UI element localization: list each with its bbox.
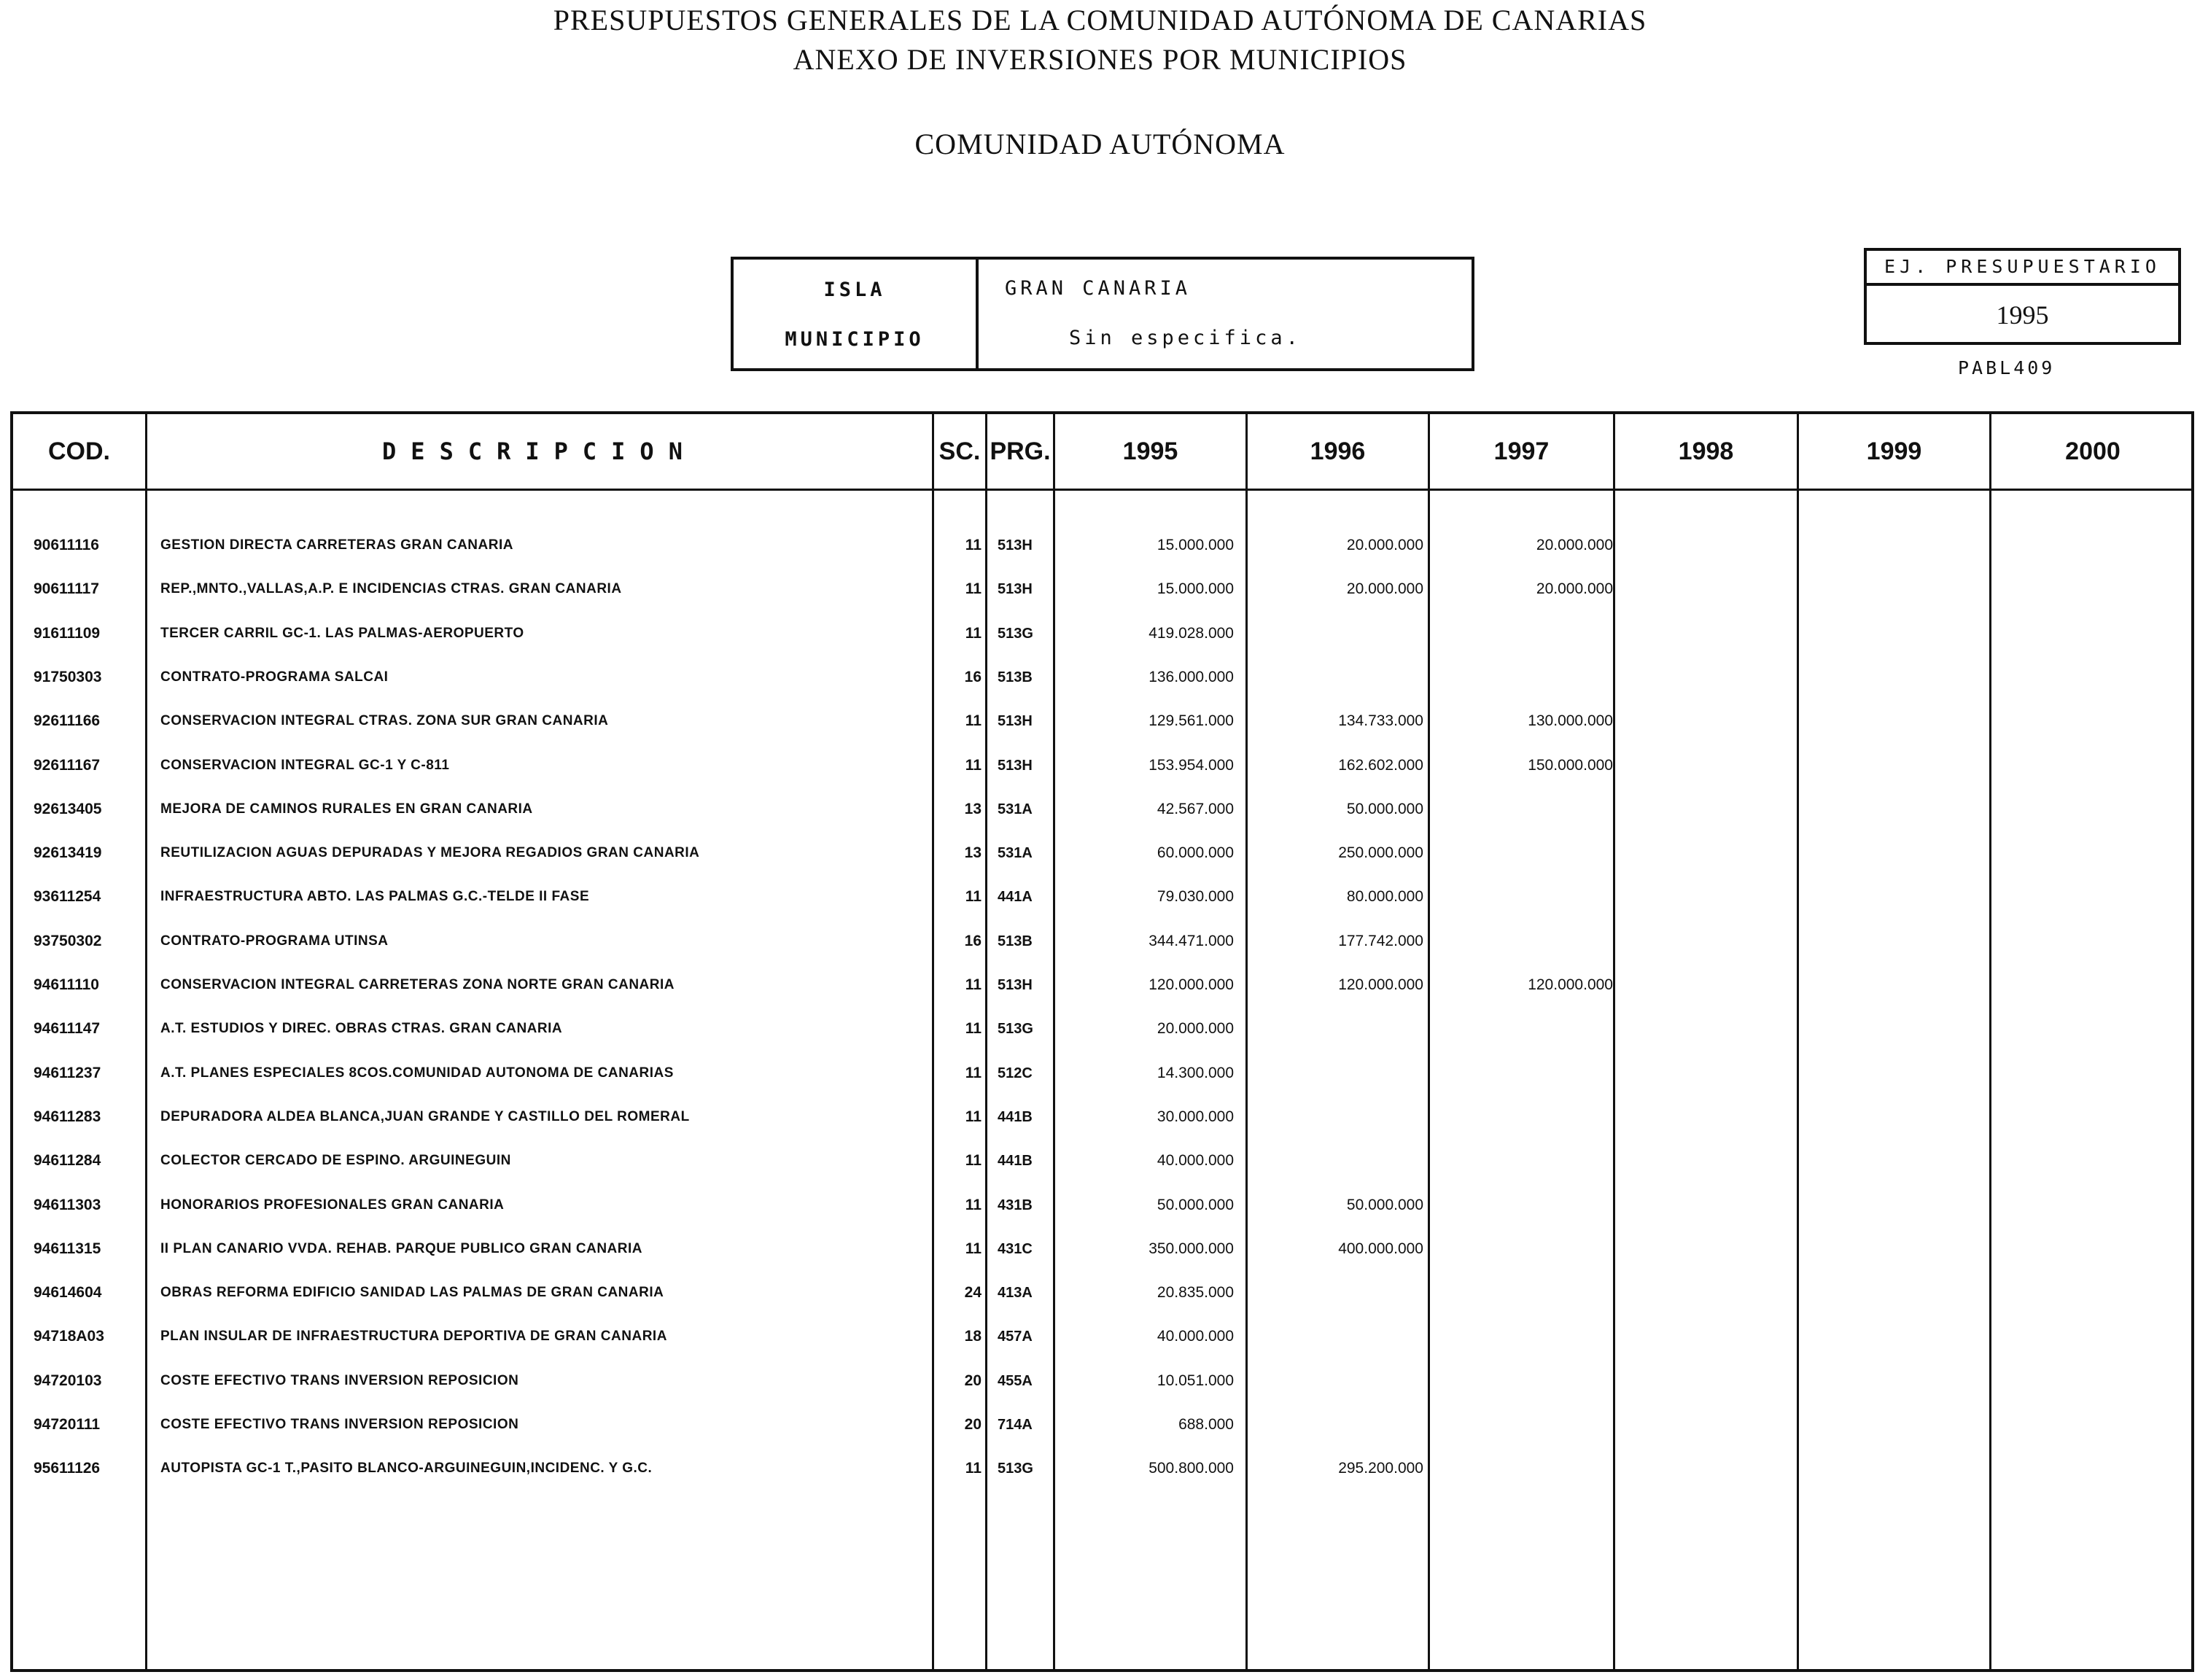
row-amount-1995: 350.000.000	[1148, 1240, 1234, 1257]
row-description: REUTILIZACION AGUAS DEPURADAS Y MEJORA REGADIOS GRAN CANARIA	[160, 845, 700, 860]
row-amount-1995: 688.000	[1178, 1416, 1234, 1433]
row-sc: 13	[964, 844, 982, 861]
row-prg: 513G	[998, 626, 1033, 642]
row-amount-1995: 50.000.000	[1157, 1197, 1234, 1213]
row-code: 94611147	[34, 1020, 101, 1037]
row-prg: 513G	[998, 1461, 1033, 1477]
table-row	[13, 575, 2191, 604]
table-row	[13, 971, 2191, 1000]
table-row	[13, 1322, 2191, 1351]
row-description: CONSERVACION INTEGRAL GC-1 Y C-811	[160, 758, 450, 773]
row-sc: 20	[964, 1372, 982, 1389]
row-code: 94718A03	[34, 1328, 104, 1345]
row-sc: 11	[965, 976, 982, 993]
row-sc: 16	[964, 933, 982, 949]
row-description: REP.,MNTO.,VALLAS,A.P. E INCIDENCIAS CTRAS. GRAN CANARIA	[160, 581, 622, 596]
table-row	[13, 707, 2191, 736]
row-amount-1995: 20.835.000	[1157, 1284, 1234, 1301]
row-description: CONSERVACION INTEGRAL CARRETERAS ZONA NORTE GRAN CANARIA	[160, 977, 675, 992]
row-code: 94720103	[34, 1372, 102, 1389]
row-amount-1996: 250.000.000	[1338, 844, 1423, 861]
isla-label: ISLA	[823, 279, 886, 301]
row-amount-1995: 42.567.000	[1157, 801, 1234, 817]
row-amount-1995: 419.028.000	[1148, 625, 1234, 642]
investments-table	[10, 411, 2194, 1672]
row-prg: 513H	[998, 581, 1033, 597]
row-prg: 513H	[998, 977, 1033, 993]
row-description: COSTE EFECTIVO TRANS INVERSION REPOSICION	[160, 1417, 519, 1432]
row-sc: 11	[965, 1240, 982, 1257]
row-code: 94611303	[34, 1197, 101, 1213]
row-code: 94611315	[34, 1240, 101, 1257]
table-row	[13, 1102, 2191, 1132]
column-header-sc: SC.	[938, 438, 981, 465]
table-row	[13, 663, 2191, 692]
row-prg: 513H	[998, 537, 1033, 553]
location-divider	[976, 260, 979, 368]
table-row	[13, 1410, 2191, 1439]
row-amount-1995: 14.300.000	[1157, 1065, 1234, 1081]
row-amount-1995: 60.000.000	[1157, 844, 1234, 861]
location-box	[731, 257, 1474, 371]
row-sc: 11	[965, 712, 982, 729]
row-amount-1995: 15.000.000	[1157, 537, 1234, 553]
column-header-1997: 1997	[1493, 438, 1550, 465]
municipio-value: Sin especifica.	[1069, 327, 1302, 349]
row-amount-1995: 153.954.000	[1148, 757, 1234, 774]
row-prg: 441A	[998, 889, 1033, 905]
table-row	[13, 1454, 2191, 1483]
row-amount-1996: 50.000.000	[1346, 801, 1423, 817]
row-description: PLAN INSULAR DE INFRAESTRUCTURA DEPORTIVA DE GRAN CANARIA	[160, 1329, 667, 1344]
row-sc: 11	[965, 757, 982, 774]
header-divider	[13, 489, 2191, 491]
row-amount-1996: 177.742.000	[1338, 933, 1423, 949]
row-sc: 11	[965, 1020, 982, 1037]
row-sc: 11	[965, 537, 982, 553]
row-description: CONSERVACION INTEGRAL CTRAS. ZONA SUR GRAN CANARIA	[160, 713, 609, 728]
row-amount-1995: 500.800.000	[1148, 1460, 1234, 1477]
row-amount-1997: 130.000.000	[1528, 712, 1613, 729]
row-prg: 431C	[998, 1241, 1033, 1257]
column-header-prg: PRG.	[990, 438, 1051, 465]
row-code: 93611254	[34, 888, 101, 905]
row-sc: 24	[964, 1284, 982, 1301]
table-row	[13, 531, 2191, 560]
document-subtitle: ANEXO DE INVERSIONES POR MUNICIPIOS	[793, 43, 1407, 76]
row-prg: 513B	[998, 933, 1033, 949]
row-description: CONTRATO-PROGRAMA UTINSA	[160, 933, 389, 949]
row-amount-1995: 30.000.000	[1157, 1108, 1234, 1125]
column-header-cod: COD.	[48, 438, 110, 465]
budget-year-box	[1864, 248, 2181, 345]
row-description: II PLAN CANARIO VVDA. REHAB. PARQUE PUBLICO GRAN CANARIA	[160, 1241, 643, 1256]
row-description: INFRAESTRUCTURA ABTO. LAS PALMAS G.C.-TELDE II FASE	[160, 889, 590, 904]
row-prg: 457A	[998, 1329, 1033, 1345]
table-row	[13, 795, 2191, 824]
section-title: COMUNIDAD AUTÓNOMA	[914, 128, 1286, 160]
row-description: AUTOPISTA GC-1 T.,PASITO BLANCO-ARGUINEGUIN,INCIDENC. Y G.C.	[160, 1461, 653, 1476]
row-prg: 513B	[998, 669, 1033, 685]
row-description: A.T. ESTUDIOS Y DIREC. OBRAS CTRAS. GRAN CANARIA	[160, 1021, 563, 1036]
row-sc: 11	[965, 1197, 982, 1213]
row-amount-1995: 344.471.000	[1148, 933, 1234, 949]
budget-year-value: 1995	[1996, 300, 2049, 330]
row-code: 94611110	[34, 976, 99, 993]
row-amount-1995: 15.000.000	[1157, 580, 1234, 597]
row-amount-1995: 120.000.000	[1148, 976, 1234, 993]
row-description: GESTION DIRECTA CARRETERAS GRAN CANARIA	[160, 537, 513, 553]
row-prg: 413A	[998, 1285, 1033, 1301]
table-row	[13, 927, 2191, 956]
isla-value: GRAN CANARIA	[1005, 277, 1192, 300]
column-header-1998: 1998	[1678, 438, 1734, 465]
row-amount-1996: 20.000.000	[1346, 537, 1423, 553]
row-prg: 513H	[998, 713, 1033, 729]
row-prg: 441B	[998, 1153, 1033, 1169]
row-description: TERCER CARRIL GC-1. LAS PALMAS-AEROPUERTO	[160, 626, 524, 641]
row-amount-1995: 10.051.000	[1157, 1372, 1234, 1389]
table-row	[13, 1059, 2191, 1088]
row-code: 92613419	[34, 844, 102, 861]
row-code: 91750303	[34, 669, 102, 685]
row-code: 92613405	[34, 801, 102, 817]
column-header-descripcion: DESCRIPCION	[382, 438, 697, 465]
row-code: 94611284	[34, 1152, 101, 1169]
row-sc: 20	[964, 1416, 982, 1433]
row-sc: 11	[965, 1108, 982, 1125]
row-amount-1995: 40.000.000	[1157, 1328, 1234, 1345]
row-amount-1995: 136.000.000	[1148, 669, 1234, 685]
row-sc: 11	[965, 1460, 982, 1477]
column-header-1995: 1995	[1122, 438, 1178, 465]
row-description: DEPURADORA ALDEA BLANCA,JUAN GRANDE Y CASTILLO DEL ROMERAL	[160, 1109, 690, 1124]
column-header-1996: 1996	[1310, 438, 1366, 465]
row-prg: 455A	[998, 1373, 1033, 1389]
municipio-label: MUNICIPIO	[785, 328, 925, 351]
row-description: COSTE EFECTIVO TRANS INVERSION REPOSICION	[160, 1373, 519, 1388]
row-amount-1996: 120.000.000	[1338, 976, 1423, 993]
row-code: 93750302	[34, 933, 102, 949]
row-code: 94614604	[34, 1284, 102, 1301]
row-amount-1997: 150.000.000	[1528, 757, 1613, 774]
row-prg: 714A	[998, 1417, 1033, 1433]
table-row	[13, 619, 2191, 648]
row-amount-1996: 400.000.000	[1338, 1240, 1423, 1257]
row-amount-1996: 20.000.000	[1346, 580, 1423, 597]
row-prg: 513G	[998, 1021, 1033, 1037]
row-description: CONTRATO-PROGRAMA SALCAI	[160, 669, 389, 685]
row-amount-1996: 134.733.000	[1338, 712, 1423, 729]
row-description: MEJORA DE CAMINOS RURALES EN GRAN CANARIA	[160, 801, 533, 817]
row-code: 94611283	[34, 1108, 101, 1125]
row-amount-1995: 129.561.000	[1148, 712, 1234, 729]
row-description: HONORARIOS PROFESIONALES GRAN CANARIA	[160, 1197, 505, 1213]
row-code: 94611237	[34, 1065, 101, 1081]
row-code: 90611117	[34, 580, 99, 597]
row-amount-1995: 79.030.000	[1157, 888, 1234, 905]
row-amount-1996: 50.000.000	[1346, 1197, 1423, 1213]
column-header-2000: 2000	[2065, 438, 2121, 465]
row-code: 94720111	[34, 1416, 101, 1433]
table-row	[13, 1366, 2191, 1396]
row-sc: 18	[964, 1328, 982, 1345]
row-prg: 513H	[998, 758, 1033, 774]
row-prg: 441B	[998, 1109, 1033, 1125]
row-amount-1995: 20.000.000	[1157, 1020, 1234, 1037]
row-code: 92611167	[34, 757, 101, 774]
row-sc: 11	[965, 580, 982, 597]
form-code: PABL409	[1958, 357, 2056, 378]
table-row	[13, 751, 2191, 780]
row-sc: 11	[965, 888, 982, 905]
row-sc: 16	[964, 669, 982, 685]
row-description: A.T. PLANES ESPECIALES 8COS.COMUNIDAD AUTONOMA DE CANARIAS	[160, 1065, 674, 1081]
budget-year-label: EJ. PRESUPUESTARIO	[1867, 251, 2178, 286]
row-amount-1995: 40.000.000	[1157, 1152, 1234, 1169]
row-code: 91611109	[34, 625, 101, 642]
row-sc: 13	[964, 801, 982, 817]
row-prg: 431B	[998, 1197, 1033, 1213]
row-amount-1996: 295.200.000	[1338, 1460, 1423, 1477]
row-description: OBRAS REFORMA EDIFICIO SANIDAD LAS PALMAS DE GRAN CANARIA	[160, 1285, 664, 1300]
document-title: PRESUPUESTOS GENERALES DE LA COMUNIDAD AUTÓNOMA DE CANARIAS	[553, 4, 1647, 36]
table-row	[13, 1191, 2191, 1220]
row-prg: 531A	[998, 801, 1033, 817]
row-code: 92611166	[34, 712, 101, 729]
row-amount-1997: 20.000.000	[1536, 580, 1613, 597]
row-prg: 512C	[998, 1065, 1033, 1081]
row-amount-1996: 80.000.000	[1346, 888, 1423, 905]
table-row	[13, 1014, 2191, 1043]
row-amount-1997: 20.000.000	[1536, 537, 1613, 553]
row-prg: 531A	[998, 845, 1033, 861]
row-sc: 11	[965, 1065, 982, 1081]
row-sc: 11	[965, 625, 982, 642]
row-sc: 11	[965, 1152, 982, 1169]
table-row	[13, 882, 2191, 911]
row-amount-1997: 120.000.000	[1528, 976, 1613, 993]
row-amount-1996: 162.602.000	[1338, 757, 1423, 774]
row-code: 95611126	[34, 1460, 101, 1477]
table-row	[13, 1146, 2191, 1175]
table-row	[13, 839, 2191, 868]
row-code: 90611116	[34, 537, 99, 553]
table-row	[13, 1278, 2191, 1307]
table-row	[13, 1234, 2191, 1264]
row-description: COLECTOR CERCADO DE ESPINO. ARGUINEGUIN	[160, 1153, 511, 1168]
column-header-1999: 1999	[1866, 438, 1922, 465]
